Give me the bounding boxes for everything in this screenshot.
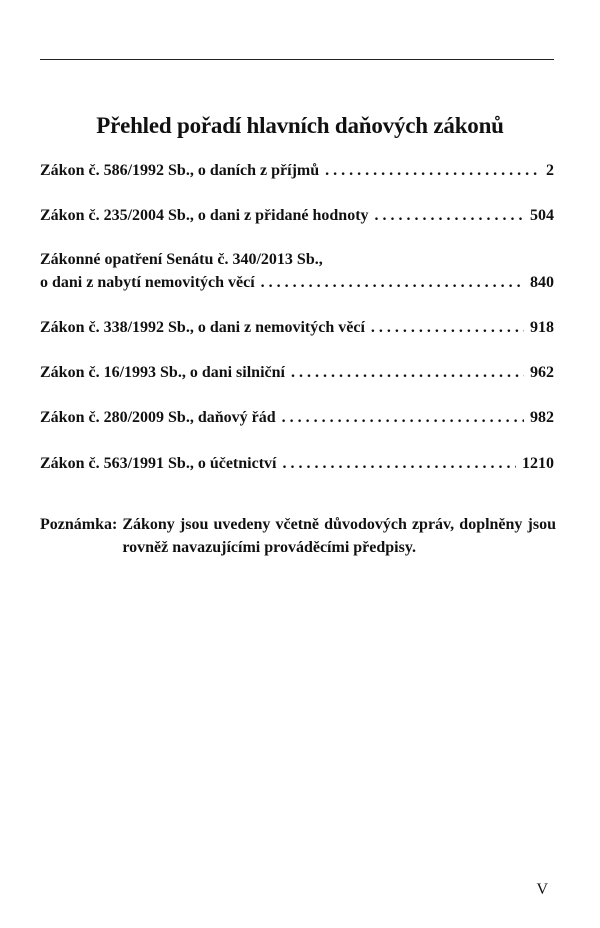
toc-page-number: 962	[530, 364, 554, 381]
toc-entry-title-line-1: Zákonné opatření Senátu č. 340/2013 Sb.,	[40, 251, 323, 268]
toc-entry-line	[40, 452, 554, 475]
toc-entry-vat[interactable]	[40, 204, 554, 227]
dot-leader	[371, 316, 524, 339]
toc-entry-property-acquisition-tax[interactable]	[40, 248, 554, 294]
toc-entry-tax-code[interactable]	[40, 406, 554, 429]
dot-leader	[375, 204, 524, 227]
toc-entry-title: Zákon č. 563/1991 Sb., o účetnictví	[40, 455, 277, 472]
toc-entry-title: Zákon č. 16/1993 Sb., o dani silniční	[40, 364, 285, 381]
dot-leader	[282, 406, 524, 429]
toc-entry-title: Zákon č. 586/1992 Sb., o daních z příjmů	[40, 162, 320, 179]
dot-leader	[325, 159, 540, 182]
toc-page-number: 840	[530, 274, 554, 291]
toc-entry-income-tax[interactable]	[40, 159, 554, 182]
toc-page-number: 918	[530, 319, 554, 336]
toc-page-number: 2	[546, 162, 554, 179]
toc-entry-title-line-2: o dani z nabytí nemovitých věcí	[40, 274, 255, 291]
toc-entry-line	[40, 159, 554, 182]
toc-page-number: 1210	[522, 455, 554, 472]
dot-leader	[291, 361, 524, 384]
note	[40, 513, 556, 559]
toc-page-number: 982	[530, 409, 554, 426]
toc-entry-accounting[interactable]	[40, 452, 554, 475]
page-number: V	[536, 881, 548, 898]
header-rule	[40, 59, 554, 60]
toc-entry-line	[40, 316, 554, 339]
toc-entry-title: Zákon č. 280/2009 Sb., daňový řád	[40, 409, 276, 426]
toc-entry-line	[40, 271, 554, 294]
toc-entry-line	[40, 406, 554, 429]
toc-entry-line	[40, 361, 554, 384]
toc-page-number: 504	[530, 207, 554, 224]
toc-entry-line	[40, 204, 554, 227]
dot-leader	[282, 452, 516, 475]
dot-leader	[261, 271, 524, 294]
toc-entry-title: Zákon č. 338/1992 Sb., o dani z nemovitých věcí	[40, 319, 365, 336]
toc-entry-real-estate-tax[interactable]	[40, 316, 554, 339]
toc-entry-title: Zákon č. 235/2004 Sb., o dani z přidané hodnoty	[40, 207, 369, 224]
note-label: Poznámka:	[40, 516, 118, 533]
note-text: Zákony jsou uvedeny včetně důvodových zpráv, doplněny jsou rovněž navazujícími prováděcími předpisy.	[122, 516, 556, 556]
toc-entry-road-tax[interactable]	[40, 361, 554, 384]
page-title: Přehled pořadí hlavních daňových zákonů	[96, 113, 504, 139]
